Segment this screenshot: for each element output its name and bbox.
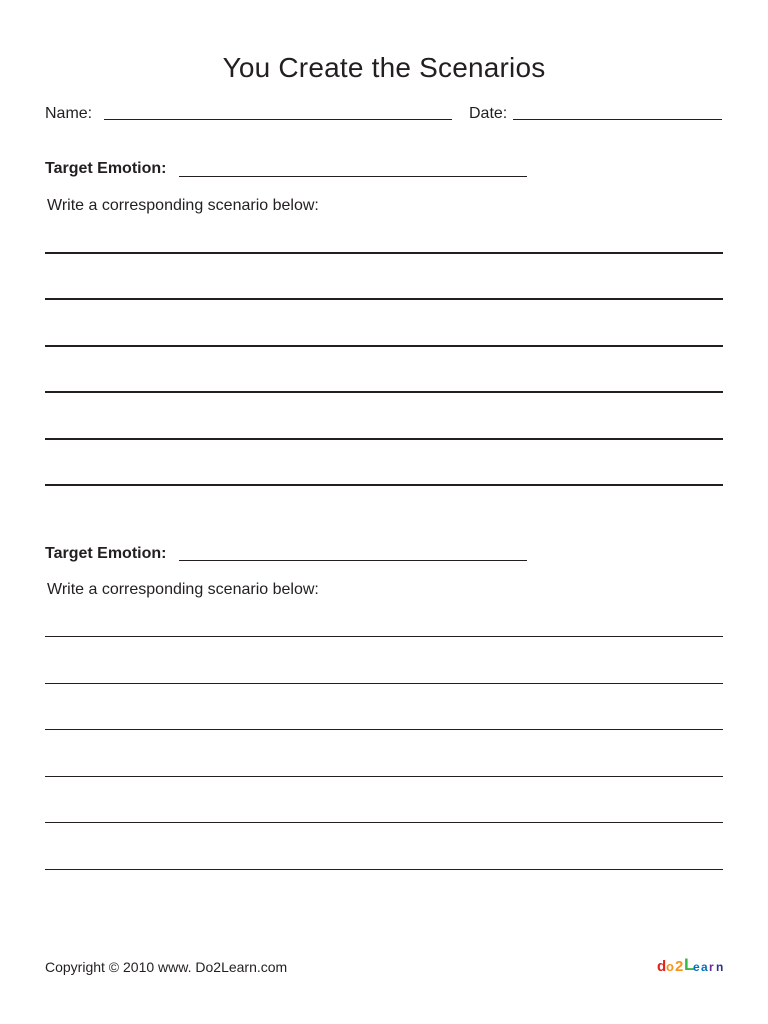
logo-letter: n	[716, 960, 724, 974]
scenario-2-line-1[interactable]	[45, 636, 723, 637]
target-emotion-label-2: Target Emotion:	[45, 545, 167, 562]
name-field[interactable]	[104, 119, 452, 120]
logo-letter: L	[684, 955, 695, 974]
scenario-1-line-3[interactable]	[45, 345, 723, 347]
logo-letter: r	[709, 960, 714, 974]
name-label: Name:	[45, 105, 93, 122]
do2learn-logo	[656, 952, 726, 978]
date-label: Date:	[469, 105, 508, 122]
scenario-1-line-2[interactable]	[45, 298, 723, 300]
scenario-1-line-5[interactable]	[45, 438, 723, 440]
scenario-2-line-2[interactable]	[45, 683, 723, 684]
scenario-2-line-6[interactable]	[45, 869, 723, 870]
scenario-1-line-4[interactable]	[45, 391, 723, 393]
scenario-2-line-5[interactable]	[45, 822, 723, 823]
scenario-1-line-1[interactable]	[45, 252, 723, 254]
scenario-prompt-2: Write a corresponding scenario below:	[47, 581, 319, 598]
target-emotion-label-1: Target Emotion:	[45, 160, 167, 177]
scenario-1-line-6[interactable]	[45, 484, 723, 486]
logo-letter: d	[657, 958, 667, 975]
scenario-2-line-4[interactable]	[45, 776, 723, 777]
date-field[interactable]	[513, 119, 722, 120]
logo-letter: e	[693, 960, 700, 974]
page-title: You Create the Scenarios	[222, 52, 546, 83]
target-emotion-field-2[interactable]	[179, 560, 527, 561]
logo-letter: o	[666, 959, 674, 974]
logo-letter: 2	[675, 958, 684, 975]
logo-letter: a	[701, 960, 708, 974]
scenario-prompt-1: Write a corresponding scenario below:	[47, 197, 319, 214]
target-emotion-field-1[interactable]	[179, 176, 527, 177]
copyright-text: Copyright © 2010 www. Do2Learn.com	[45, 959, 288, 975]
scenario-2-line-3[interactable]	[45, 729, 723, 730]
